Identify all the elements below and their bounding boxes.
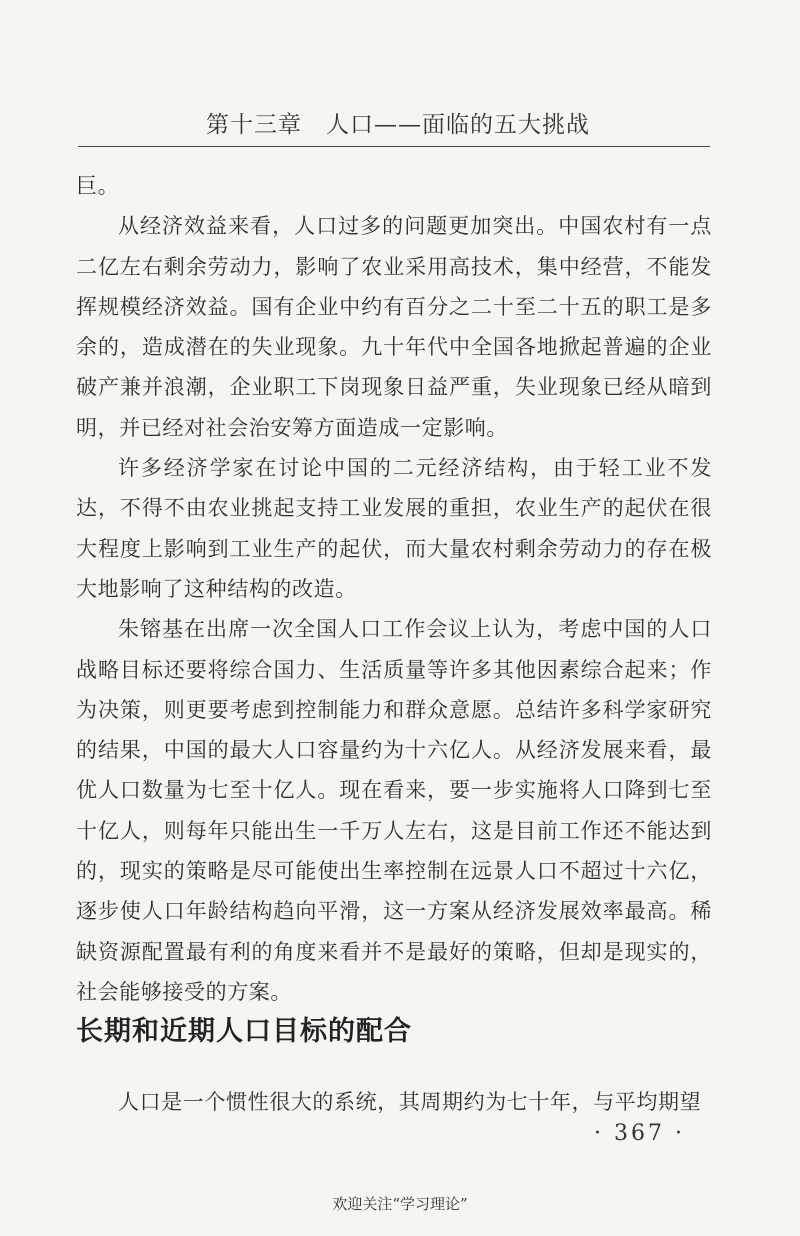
paragraph-continuation: 巨。 — [76, 174, 120, 198]
running-header: 第十三章 人口——面临的五大挑战 — [206, 112, 590, 138]
section-heading: 长期和近期人口目标的配合 — [76, 1016, 412, 1047]
footer-note: 欢迎关注“学习理论” — [332, 1195, 468, 1213]
paragraph-dual-economy: 许多经济学家在讨论中国的二元经济结构，由于轻工业不发达，不得不由农业挑起支持工业发展的重担，农业生产的起伏在很大程度上影响到工业生产的起伏，而大量农村剩余劳动力的存在极大地影响了这种结构的改造。 — [76, 456, 712, 601]
paragraph-population-inertia: 人口是一个惯性很大的系统，其周期约为七十年，与平均期望 — [118, 1090, 702, 1114]
section-body — [76, 1082, 712, 1122]
paragraph-population-strategy: 朱镕基在出席一次全国人口工作会议上认为，考虑中国的人口战略目标还要将综合国力、生活质量等许多其他因素综合起来；作为决策，则更要考虑到控制能力和群众意愿。总结许多科学家研究的结果，中国的最大人口容量约为十六亿人。从经济发展来看，最优人口数量为七至十亿人。现在看来，要一步实施将人口降到七至十亿人，则每年只能出生一千万人左右，这是目前工作还不能达到的，现实的策略是尽可能使出生率控制在远景人口不超过十六亿，逐步使人口年龄结构趋向平滑，这一方案从经济发展效率最高。稀缺资源配置最有利的角度来看并不是最好的策略，但却是现实的，社会能够接受的方案。 — [76, 617, 712, 1004]
body-text — [76, 166, 712, 1012]
page-number: · 367 · — [594, 1121, 685, 1146]
header-rule — [78, 146, 710, 147]
paragraph-economic-efficiency: 从经济效益来看，人口过多的问题更加突出。中国农村有一点二亿左右剩余劳动力，影响了农业采用高技术，集中经营，不能发挥规模经济效益。国有企业中约有百分之二十至二十五的职工是多余的，造成潜在的失业现象。九十年代中全国各地掀起普遍的企业破产兼并浪潮，企业职工下岗现象日益严重，失业现象已经从暗到明，并已经对社会治安筹方面造成一定影响。 — [76, 214, 712, 440]
